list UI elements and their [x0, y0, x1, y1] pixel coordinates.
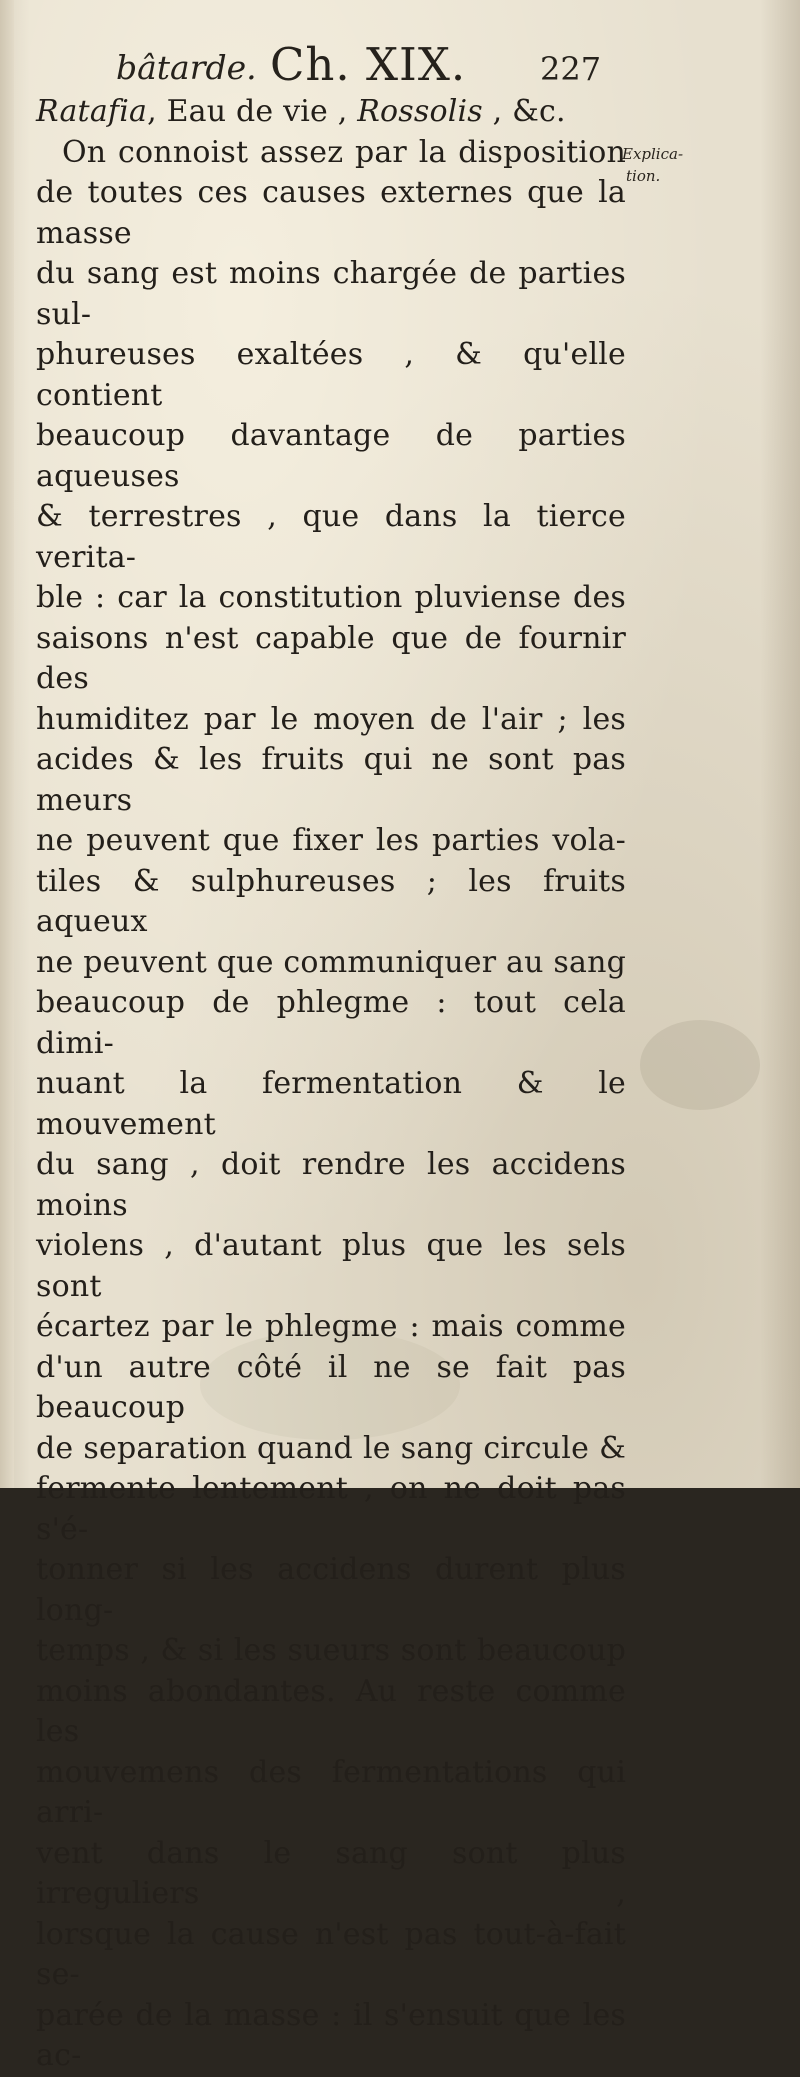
text-line: écartez par le phlegme : mais comme	[36, 1309, 626, 1344]
text-line: ne peuvent que communiquer au sang	[36, 944, 626, 980]
text-line: fermente lentement , on ne doit pas s'é-	[36, 1471, 626, 1547]
italic-term: Rossolis	[357, 94, 483, 129]
text-line: beaucoup de phlegme : tout cela dimi-	[36, 985, 626, 1061]
text-line: ne peuvent que fixer les parties vola-	[36, 823, 626, 858]
text-line: phureuses exaltées , & qu'elle contient	[36, 337, 626, 413]
text-line: beaucoup davantage de parties aqueuses	[36, 418, 626, 494]
running-head-word: bâtarde.	[116, 48, 257, 87]
italic-term: Ratafia	[36, 94, 148, 129]
text-line: d'un autre côté il ne se fait pas beaucoup	[36, 1349, 626, 1425]
text-line: tiles & sulphureuses ; les fruits aqueux	[36, 863, 626, 939]
text-line: & terrestres , que dans la tierce verita-	[36, 499, 626, 575]
chapter-heading: Ch. XIX.	[270, 38, 467, 91]
text-line: de separation quand le sang circule &	[36, 1430, 626, 1466]
text-line	[36, 92, 626, 133]
text-line: saisons n'est capable que de fournir des	[36, 620, 626, 696]
text-line: parée de la masse : il s'ensuit que les ac-	[36, 1997, 626, 2073]
text-fragment: , Eau de vie ,	[147, 94, 358, 129]
marginal-note	[622, 143, 722, 187]
text-line: vent dans le sang sont plus irreguliers ,	[36, 1835, 626, 1911]
text-line: humiditez par le moyen de l'air ; les	[36, 701, 626, 737]
text-line: On connoist assez par la disposition	[62, 134, 626, 170]
text-line: temps , & si les sueurs sont beaucoup	[36, 1633, 626, 1668]
running-head	[0, 34, 800, 94]
text-line: du sang , doit rendre les accidens moins	[36, 1147, 626, 1223]
text-line: ble : car la constitution pluviense des	[36, 580, 626, 615]
text-line: du sang est moins chargée de parties sul-	[36, 256, 626, 332]
marginal-note-line: Explica-	[622, 145, 684, 163]
page-number: 227	[540, 50, 602, 88]
body-text	[36, 92, 626, 2077]
text-line: moins abondantes. Au reste comme les	[36, 1673, 626, 1749]
text-fragment: , &c.	[482, 94, 566, 129]
paper-stain	[640, 1020, 760, 1110]
marginal-note-line: tion.	[626, 167, 661, 185]
text-line: nuant la fermentation & le mouvement	[36, 1066, 626, 1142]
text-line: mouvemens des fermentations qui arri-	[36, 1754, 626, 1830]
text-line: acides & les fruits qui ne sont pas meurs	[36, 742, 626, 818]
text-line: tonner si les accidens durent plus long-	[36, 1552, 626, 1628]
text-line: de toutes ces causes externes que la masse	[36, 175, 626, 251]
text-line: violens , d'autant plus que les sels sont	[36, 1228, 626, 1304]
page-edge	[0, 0, 14, 1488]
text-line: lorsque la cause n'est pas tout-à-fait se-	[36, 1916, 626, 1992]
